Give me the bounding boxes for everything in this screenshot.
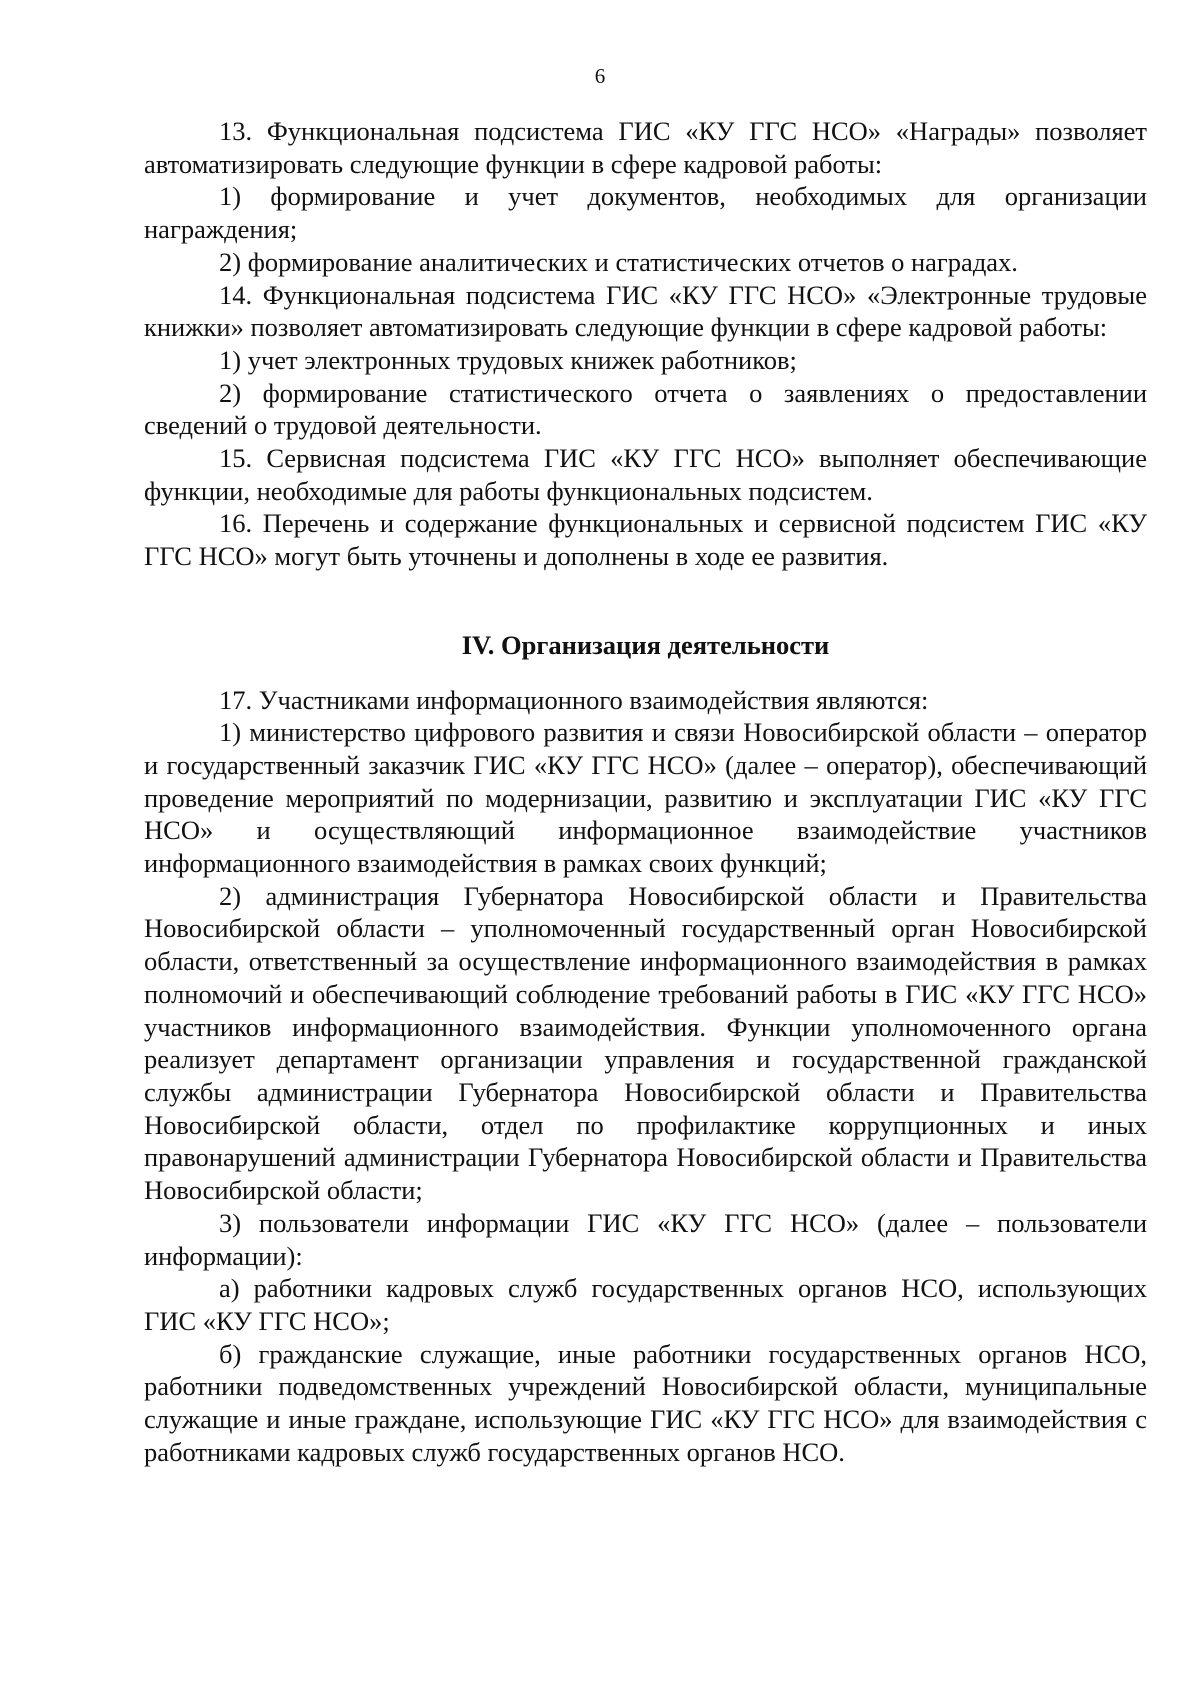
section-heading: IV. Организация деятельности	[461, 629, 830, 660]
document-body	[144, 115, 1147, 1468]
page-number: 6	[594, 64, 606, 88]
paragraph-13-item-1: 1) формирование и учет документов, необходимых для организации награждения;	[144, 181, 1147, 245]
paragraph-14-item-2: 2) формирование статистического отчета о заявлениях о предоставлении сведений о трудовой деятельности.	[144, 377, 1147, 441]
paragraph-13-item-2: 2) формирование аналитических и статистических отчетов о наградах.	[219, 246, 1018, 277]
paragraph-17-item-3b: б) гражданские служащие, иные работники государственных органов НСО, работники подведомственных учреждений Новосибирской области, муниципальные служащие и иные граждане, использующие ГИС «КУ ГГС НСО» для взаимодействия с работниками кадровых служб государственных органов НСО.	[144, 1338, 1147, 1467]
paragraph-17-item-2: 2) администрация Губернатора Новосибирской области и Правительства Новосибирской области – уполномоченный государственный орган Новосибирской области, ответственный за осуществление информационного взаимодействия в рамках полномочий и обеспечивающий соблюдение требований работы в ГИС «КУ ГГС НСО» участников информационного взаимодействия. Функции уполномоченного органа реализует департамент организации управления и государственной гражданской службы администрации Губернатора Новосибирской области и Правительства Новосибирской области, отдел по профилактике коррупционных и иных правонарушений администрации Губернатора Новосибирской области и Правительства Новосибирской области;	[144, 880, 1147, 1206]
paragraph-17-item-3: 3) пользователи информации ГИС «КУ ГГС НСО» (далее – пользователи информации):	[144, 1207, 1147, 1271]
paragraph-13: 13. Функциональная подсистема ГИС «КУ ГГС НСО» «Награды» позволяет автоматизировать следующие функции в сфере кадровой работы:	[144, 116, 1147, 179]
paragraph-17-item-1: 1) министерство цифрового развития и связи Новосибирской области – оператор и государственный заказчик ГИС «КУ ГГС НСО» (далее – оператор), обеспечивающий проведение мероприятий по модернизации, развитию и эксплуатации ГИС «КУ ГГС НСО» и осуществляющий информационное взаимодействие участников информационного взаимодействия в рамках своих функций;	[144, 717, 1147, 879]
paragraph-14-item-1: 1) учет электронных трудовых книжек работников;	[219, 344, 797, 375]
paragraph-16: 16. Перечень и содержание функциональных и сервисной подсистем ГИС «КУ ГГС НСО» могут быть уточнены и дополнены в ходе ее развития.	[144, 508, 1147, 572]
paragraph-14: 14. Функциональная подсистема ГИС «КУ ГГС НСО» «Электронные трудовые книжки» позволяет автоматизировать следующие функции в сфере кадровой работы:	[144, 279, 1147, 343]
paragraph-15: 15. Сервисная подсистема ГИС «КУ ГГС НСО» выполняет обеспечивающие функции, необходимые для работы функциональных подсистем.	[144, 443, 1147, 506]
paragraph-17-item-3a: а) работники кадровых служб государственных органов НСО, использующих ГИС «КУ ГГС НСО»;	[144, 1273, 1147, 1336]
paragraph-17: 17. Участниками информационного взаимодействия являются:	[219, 684, 929, 715]
